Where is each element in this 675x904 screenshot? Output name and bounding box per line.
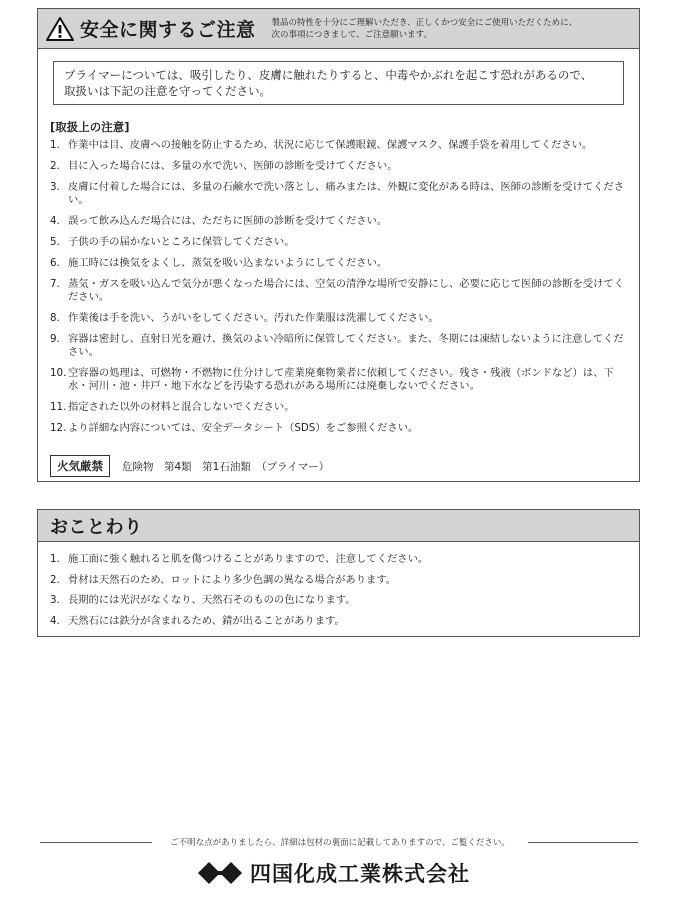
list-item bbox=[50, 422, 632, 435]
footer-note: ご不明な点がありましたら、詳細は包材の裏面に記載してありますので、ご覧ください。 bbox=[170, 838, 510, 848]
fire-prohibited-badge: 火気厳禁 bbox=[50, 455, 110, 477]
safety-section bbox=[37, 8, 640, 482]
item-number: 8. bbox=[50, 312, 60, 324]
list-item bbox=[50, 367, 632, 393]
list-item bbox=[50, 160, 632, 173]
item-number: 9. bbox=[50, 333, 60, 345]
item-text: 作業後は手を洗い、うがいをしてください。汚れた作業服は洗濯してください。 bbox=[68, 312, 439, 324]
item-text: 皮膚に付着した場合には、多量の石鹸水で洗い落とし、痛みまたは、外観に変化がある時は、医師の診断を受けてください。 bbox=[68, 181, 625, 206]
item-number: 1. bbox=[50, 139, 60, 151]
item-text: 子供の手の届かないところに保管してください。 bbox=[68, 236, 295, 248]
list-item bbox=[50, 401, 632, 414]
notice-list bbox=[50, 553, 630, 635]
item-number: 6. bbox=[50, 257, 60, 269]
list-item bbox=[50, 594, 630, 607]
item-text: 施工面に強く触れると肌を傷つけることがありますので、注意してください。 bbox=[68, 553, 429, 565]
footer-divider bbox=[40, 842, 152, 843]
item-number: 5. bbox=[50, 236, 60, 248]
intro-line: 取扱いは下記の注意を守ってください。 bbox=[64, 84, 271, 98]
item-text: より詳細な内容については、安全データシート（SDS）をご参照ください。 bbox=[68, 422, 419, 434]
item-number: 3. bbox=[50, 594, 60, 606]
item-text: 誤って飲み込んだ場合には、ただちに医師の診断を受けてください。 bbox=[68, 215, 388, 227]
item-number: 4. bbox=[50, 614, 60, 627]
notice-title: おことわり bbox=[50, 516, 143, 538]
diamond-logo-icon bbox=[198, 860, 242, 886]
warning-icon bbox=[46, 17, 74, 41]
company-brand bbox=[198, 858, 470, 888]
safety-header bbox=[38, 9, 639, 49]
footer-divider bbox=[528, 842, 638, 843]
list-item bbox=[50, 312, 632, 325]
list-item bbox=[50, 278, 632, 304]
list-item bbox=[50, 333, 632, 359]
item-number: 11. bbox=[50, 401, 67, 413]
list-item bbox=[50, 215, 632, 228]
item-number: 2. bbox=[50, 573, 60, 586]
item-text: 作業中は目、皮膚への接触を防止するため、状況に応じて保護眼鏡、保護マスク、保護手袋を着用してください。 bbox=[68, 139, 593, 151]
item-text: 容器は密封し、直射日光を避け、換気のよい冷暗所に保管してください。また、冬期には凍結しないように注意してください。 bbox=[68, 333, 624, 358]
item-number: 12. bbox=[50, 422, 67, 434]
safety-subtitle-line: 製品の特性を十分にご理解いただき、正しくかつ安全にご使用いただくために、 bbox=[271, 17, 578, 28]
item-number: 7. bbox=[50, 278, 60, 290]
list-item bbox=[50, 574, 630, 587]
item-text: 天然石には鉄分が含まれるため、錆が出ることがあります。 bbox=[68, 614, 345, 627]
item-text: 空容器の処理は、可燃物・不燃物に仕分けして産業廃棄物業者に依頼してください。残さ・残液（ボンドなど）は、下水・河川・池・井戸・地下水などを汚染する恐れがある場所には廃棄しないでください。 bbox=[68, 367, 614, 392]
item-number: 4. bbox=[50, 215, 60, 227]
intro-box bbox=[53, 61, 624, 105]
item-number: 1. bbox=[50, 553, 60, 565]
item-number: 10. bbox=[50, 367, 67, 379]
item-number: 2. bbox=[50, 160, 60, 172]
notice-section bbox=[37, 509, 640, 637]
item-text: 施工時には換気をよくし、蒸気を吸い込まないようにしてください。 bbox=[68, 257, 388, 269]
handling-list bbox=[50, 139, 632, 443]
notice-header bbox=[38, 510, 639, 542]
list-item bbox=[50, 257, 632, 270]
item-text: 長期的には光沢がなくなり、天然石そのものの色になります。 bbox=[68, 594, 356, 606]
list-item bbox=[50, 615, 630, 628]
item-text: 骨材は天然石のため、ロットにより多少色調の異なる場合があります。 bbox=[68, 573, 397, 586]
intro-line: プライマーについては、吸引したり、皮膚に触れたりすると、中毒やかぶれを起こす恐れがあるので、 bbox=[64, 68, 593, 82]
item-text: 目に入った場合には、多量の水で洗い、医師の診断を受けてください。 bbox=[68, 160, 398, 172]
company-name: 四国化成工業株式会社 bbox=[250, 862, 470, 886]
safety-subtitle bbox=[272, 17, 578, 41]
handling-heading: [取扱上の注意] bbox=[50, 120, 130, 134]
safety-title: 安全に関するご注意 bbox=[80, 19, 256, 41]
list-item bbox=[50, 181, 632, 207]
hazard-classification: 危険物 第4類 第1石油類 （プライマー） bbox=[122, 460, 330, 473]
item-text: 蒸気・ガスを吸い込んで気分が悪くなった場合には、空気の清浄な場所で安静にし、必要に応じて医師の診断を受けてください。 bbox=[68, 278, 625, 303]
safety-subtitle-line: 次の事項につきまして、ご注意願います。 bbox=[271, 29, 432, 40]
item-text: 指定された以外の材料と混合しないでください。 bbox=[68, 401, 295, 413]
list-item bbox=[50, 139, 632, 152]
hazard-row bbox=[50, 455, 329, 477]
item-number: 3. bbox=[50, 181, 60, 193]
list-item bbox=[50, 236, 632, 249]
list-item bbox=[50, 553, 630, 566]
